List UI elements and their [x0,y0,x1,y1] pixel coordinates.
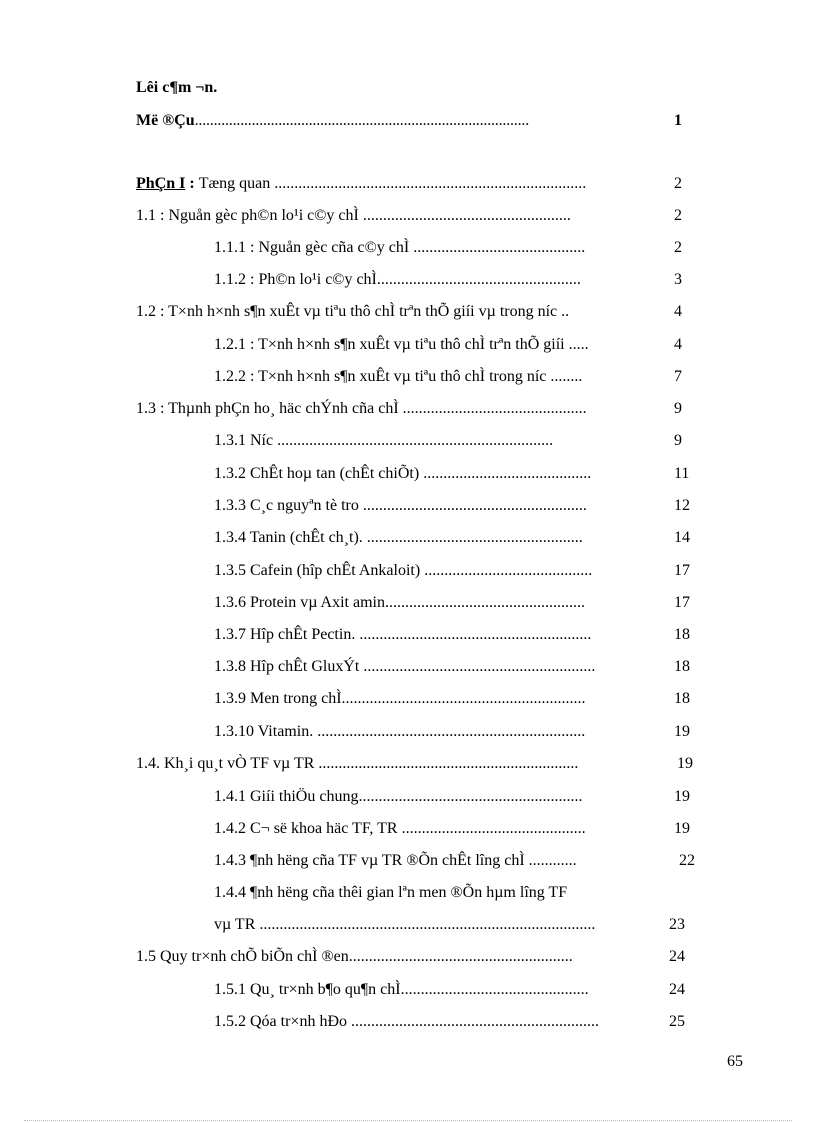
toc-page-number: 18 [674,690,690,707]
toc-page-number: 1 [674,112,682,129]
toc-leader: ..... [564,336,589,353]
toc-leader: ................................................................... [313,723,586,740]
toc-entry [214,979,684,1001]
toc-entry-text: Më ®Çu [136,112,195,129]
toc-leader: .............................................. [397,820,586,837]
toc-entry-text: 1.4.1 Giíi thiÖu chung [214,788,359,805]
toc-page-number: 25 [669,1013,685,1030]
toc-entry [214,560,690,582]
toc-entry [214,850,694,872]
toc-leader: ........................................................................................ [194,112,530,129]
toc-entry-text: 1.3.2 ChÊt hoµ tan (chÊt chiÕt) [214,465,420,482]
toc-entry [214,495,690,517]
toc-leader: ........................................................ [348,948,573,965]
toc-entry-text: vµ TR [214,916,256,933]
toc-entry [136,946,684,968]
toc-leader: .............................................................................. [270,175,587,192]
toc-entry-text: 1.1 : Nguån gèc ph©n lo¹i c©y chÌ [136,207,359,224]
toc-entry [214,914,684,936]
toc-entry-text: 1.5.2 Qóa tr×nh hÐo [214,1013,348,1030]
toc-page-number: 3 [674,271,682,288]
toc-entry [214,656,690,678]
toc-entry-text: 1.1.2 : Ph©n lo¹i c©y chÌ [214,271,377,288]
toc-entry-text: 1.5 Quy tr×nh chÕ biÕn chÌ ®en [136,948,349,965]
toc-entry-text: 1.4.4 ¶nh hëng cña thêi gian lªn men ®Õn hµm lîng TF [214,884,568,901]
toc-entry-text: 1.2.2 : T×nh h×nh s¶n xuÊt vµ tiªu thô chÌ trong níc [214,368,547,385]
toc-entry-text: 1.2 : T×nh h×nh s¶n xuÊt vµ tiªu thô chÌ trªn thÕ giíi vµ trong níc [136,303,558,320]
toc-entry [214,592,690,614]
page-number: 65 [727,1053,743,1070]
toc-leader: .................................................................................... [255,916,596,933]
toc-page-number: 2 [674,239,682,256]
toc-entry-text: 1.1.1 : Nguån gèc cña c©y chÌ [214,239,410,256]
toc-page-number: 18 [674,626,690,643]
toc-part1 [136,173,684,195]
toc-page-number: 19 [674,788,690,805]
toc-entry [214,430,684,452]
toc-entry-text: 1.3.7 Hîp chÊt Pectin. [214,626,356,643]
toc-entry [214,1011,684,1033]
toc-entry [214,527,690,549]
toc-leader: ..................................................................... [273,432,554,449]
toc-page-number: 2 [674,175,682,192]
toc-page-number: 24 [669,981,685,998]
toc-entry-text: 1.3.3 C¸c nguyªn tè tro [214,497,359,514]
toc-entry [214,624,690,646]
toc-leader: .......................................... [420,562,593,579]
toc-entry [214,334,684,356]
toc-entry [214,818,690,840]
toc-leader: .. [557,303,570,320]
toc-entry [214,463,690,485]
toc-entry [214,366,684,388]
toc-entry-text: 1.4.3 ¶nh hëng cña TF vµ TR ®Õn chÊt lîng chÌ [214,852,525,869]
toc-entry [214,237,684,259]
toc-entry [214,882,684,904]
toc-page-number: 19 [674,820,690,837]
toc-page-number: 7 [674,368,682,385]
toc-part-title: Tæng quan [198,175,271,192]
toc-entry-text: Lêi c¶m ¬n. [136,79,218,96]
toc-page-number: 19 [674,723,690,740]
toc-leader: ........................................................ [358,497,587,514]
toc-page-number: 18 [674,658,690,675]
toc-leader: ........................................... [409,239,586,256]
toc-leader: .......................................... [419,465,592,482]
toc-page-number: 17 [674,562,690,579]
toc-leader: ................................................... [376,271,581,288]
toc-entry-text: 1.4. Kh¸i qu¸t vÒ TF vµ TR [136,755,315,772]
toc-entry-text: 1.3.8 Hîp chÊt GluxÝt [214,658,360,675]
toc-entry [214,269,684,291]
toc-leader: ............................................................. [341,690,586,707]
toc-leader: .................................................... [358,207,571,224]
toc-leader: ........................................................ [358,788,583,805]
toc-leader: .................................................. [385,594,585,611]
toc-entry [136,753,693,775]
toc-leader: .............................................................. [347,1013,600,1030]
toc-entry [136,301,684,323]
toc-page-number: 22 [679,852,695,869]
toc-entry-text: 1.5.1 Qu¸ tr×nh b¶o qu¶n chÌ [214,981,401,998]
toc-entry [214,688,690,710]
toc-page-number: 19 [677,755,693,772]
toc-entry-text: 1.3.10 Vitamin. [214,723,314,740]
toc-page-number: 14 [674,529,690,546]
page-edge-divider [24,1120,792,1121]
toc-page-number: 9 [674,432,682,449]
toc-entry [214,786,690,808]
toc-leader: ................................................................. [314,755,579,772]
toc-entry-text: 1.3 : Thµnh phÇn ho¸ häc chÝnh cña chÌ [136,400,399,417]
toc-leader: .......................................................... [359,658,596,675]
toc-entry [136,205,684,227]
toc-leader: ............................................... [400,981,589,998]
toc-introduction [136,110,684,132]
toc-acknowledgement [136,77,217,99]
toc-entry-text: 1.2.1 : T×nh h×nh s¶n xuÊt vµ tiªu thô chÌ trªn thÕ giíi [214,336,565,353]
toc-entry-text: 1.3.5 Cafein (hîp chÊt Ankaloit) [214,562,421,579]
toc-entry-text: 1.3.9 Men trong chÌ [214,690,342,707]
toc-leader: ............ [524,852,577,869]
toc-page-number: 9 [674,400,682,417]
toc-page-number: 24 [669,948,685,965]
toc-page-number: 12 [674,497,690,514]
toc-page-number: 11 [674,465,690,482]
toc-part-label: PhÇn I [136,175,186,192]
toc-page-number: 4 [674,303,682,320]
toc-entry-text: 1.3.6 Protein vµ Axit amin [214,594,385,611]
toc-entry [214,721,690,743]
toc-leader: ........ [546,368,583,385]
toc-part-separator: : [185,175,199,192]
toc-page-number: 4 [674,336,682,353]
toc-entry-text: 1.3.1 Níc [214,432,274,449]
toc-page-number: 17 [674,594,690,611]
toc-entry-text: 1.4.2 C¬ së khoa häc TF, TR [214,820,398,837]
toc-page-number: 23 [669,916,685,933]
toc-leader: .......................................................... [355,626,592,643]
toc-entry [136,398,684,420]
toc-entry-text: 1.3.4 Tanin (chÊt ch¸t). [214,529,363,546]
toc-page-number: 2 [674,207,682,224]
toc-leader: ...................................................... [362,529,583,546]
toc-leader: .............................................. [398,400,587,417]
